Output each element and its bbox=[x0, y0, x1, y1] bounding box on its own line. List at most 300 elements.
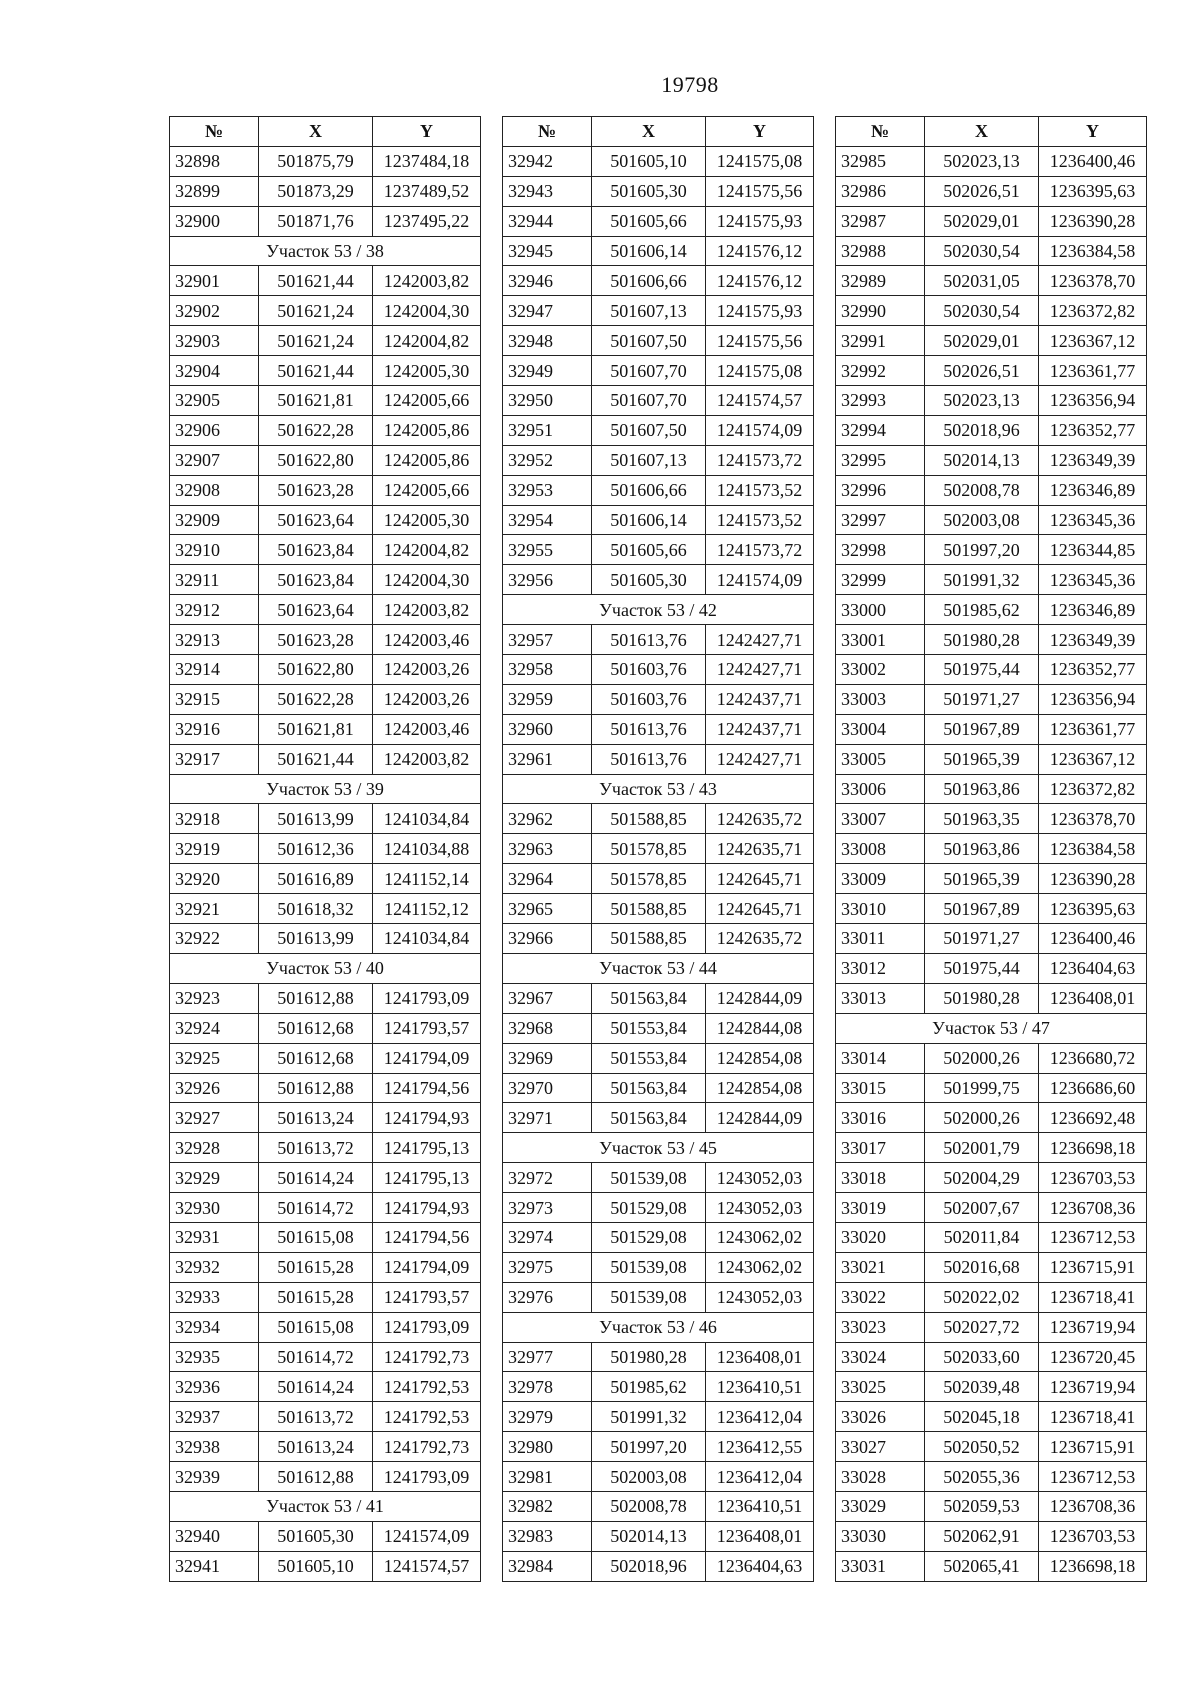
section-title: Участок 53 / 44 bbox=[503, 953, 814, 983]
x-coordinate-cell: 501875,79 bbox=[259, 146, 373, 176]
table-row bbox=[170, 1402, 481, 1432]
x-coordinate-cell: 502001,79 bbox=[925, 1133, 1039, 1163]
y-coordinate-cell: 1236361,77 bbox=[1039, 356, 1147, 386]
point-number-cell: 32910 bbox=[170, 535, 259, 565]
table-row bbox=[170, 655, 481, 685]
point-number-cell: 32899 bbox=[170, 176, 259, 206]
y-coordinate-cell: 1236410,51 bbox=[706, 1372, 814, 1402]
y-coordinate-cell: 1241034,88 bbox=[373, 834, 481, 864]
x-coordinate-cell: 502029,01 bbox=[925, 326, 1039, 356]
point-number-cell: 32906 bbox=[170, 415, 259, 445]
x-coordinate-cell: 502026,51 bbox=[925, 356, 1039, 386]
x-coordinate-cell: 501971,27 bbox=[925, 924, 1039, 954]
table-row bbox=[503, 1342, 814, 1372]
header-number: № bbox=[170, 117, 259, 147]
table-row bbox=[503, 146, 814, 176]
table-row bbox=[836, 1372, 1147, 1402]
x-coordinate-cell: 502023,13 bbox=[925, 146, 1039, 176]
y-coordinate-cell: 1241794,56 bbox=[373, 1073, 481, 1103]
point-number-cell: 32942 bbox=[503, 146, 592, 176]
x-coordinate-cell: 501615,28 bbox=[259, 1282, 373, 1312]
table-row bbox=[170, 864, 481, 894]
table-row bbox=[170, 1551, 481, 1581]
point-number-cell: 33025 bbox=[836, 1372, 925, 1402]
table-row bbox=[170, 894, 481, 924]
x-coordinate-cell: 501606,14 bbox=[592, 505, 706, 535]
table-row bbox=[170, 924, 481, 954]
section-title: Участок 53 / 45 bbox=[503, 1133, 814, 1163]
point-number-cell: 33014 bbox=[836, 1043, 925, 1073]
y-coordinate-cell: 1236692,48 bbox=[1039, 1103, 1147, 1133]
x-coordinate-cell: 502008,78 bbox=[592, 1491, 706, 1521]
y-coordinate-cell: 1236718,41 bbox=[1039, 1402, 1147, 1432]
x-coordinate-cell: 501965,39 bbox=[925, 864, 1039, 894]
point-number-cell: 33006 bbox=[836, 774, 925, 804]
x-coordinate-cell: 502031,05 bbox=[925, 266, 1039, 296]
point-number-cell: 32924 bbox=[170, 1013, 259, 1043]
table-row bbox=[503, 1013, 814, 1043]
x-coordinate-cell: 501623,64 bbox=[259, 505, 373, 535]
point-number-cell: 33000 bbox=[836, 595, 925, 625]
y-coordinate-cell: 1242003,46 bbox=[373, 714, 481, 744]
y-coordinate-cell: 1242635,72 bbox=[706, 804, 814, 834]
table-row bbox=[503, 386, 814, 416]
y-coordinate-cell: 1236352,77 bbox=[1039, 655, 1147, 685]
table-row bbox=[836, 774, 1147, 804]
table-row bbox=[170, 1462, 481, 1492]
table-row bbox=[170, 804, 481, 834]
point-number-cell: 32976 bbox=[503, 1282, 592, 1312]
y-coordinate-cell: 1236408,01 bbox=[706, 1521, 814, 1551]
point-number-cell: 32964 bbox=[503, 864, 592, 894]
table-row bbox=[170, 356, 481, 386]
section-row bbox=[836, 1013, 1147, 1043]
table-row bbox=[836, 1432, 1147, 1462]
x-coordinate-cell: 501621,44 bbox=[259, 744, 373, 774]
table-row bbox=[170, 1193, 481, 1223]
y-coordinate-cell: 1241793,09 bbox=[373, 983, 481, 1013]
y-coordinate-cell: 1242437,71 bbox=[706, 684, 814, 714]
y-coordinate-cell: 1241794,93 bbox=[373, 1103, 481, 1133]
point-number-cell: 32945 bbox=[503, 236, 592, 266]
point-number-cell: 32969 bbox=[503, 1043, 592, 1073]
y-coordinate-cell: 1242003,82 bbox=[373, 595, 481, 625]
point-number-cell: 32926 bbox=[170, 1073, 259, 1103]
table-row bbox=[170, 1342, 481, 1372]
point-number-cell: 32963 bbox=[503, 834, 592, 864]
y-coordinate-cell: 1236404,63 bbox=[706, 1551, 814, 1581]
x-coordinate-cell: 502003,08 bbox=[925, 505, 1039, 535]
table-row bbox=[503, 983, 814, 1013]
table-row bbox=[503, 356, 814, 386]
x-coordinate-cell: 501612,88 bbox=[259, 1462, 373, 1492]
point-number-cell: 32966 bbox=[503, 924, 592, 954]
table-row bbox=[170, 1282, 481, 1312]
section-row bbox=[503, 1312, 814, 1342]
x-coordinate-cell: 501999,75 bbox=[925, 1073, 1039, 1103]
table-row bbox=[503, 834, 814, 864]
y-coordinate-cell: 1241793,57 bbox=[373, 1013, 481, 1043]
page-number: 19798 bbox=[661, 72, 719, 97]
y-coordinate-cell: 1241575,56 bbox=[706, 176, 814, 206]
point-number-cell: 32918 bbox=[170, 804, 259, 834]
point-number-cell: 32965 bbox=[503, 894, 592, 924]
table-row bbox=[170, 744, 481, 774]
x-coordinate-cell: 501614,72 bbox=[259, 1193, 373, 1223]
point-number-cell: 32985 bbox=[836, 146, 925, 176]
y-coordinate-cell: 1236372,82 bbox=[1039, 296, 1147, 326]
table-row bbox=[836, 535, 1147, 565]
x-coordinate-cell: 502003,08 bbox=[592, 1462, 706, 1492]
point-number-cell: 33012 bbox=[836, 953, 925, 983]
y-coordinate-cell: 1236372,82 bbox=[1039, 774, 1147, 804]
x-coordinate-cell: 501623,84 bbox=[259, 565, 373, 595]
x-coordinate-cell: 501607,13 bbox=[592, 296, 706, 326]
table-row bbox=[836, 475, 1147, 505]
y-coordinate-cell: 1236349,39 bbox=[1039, 625, 1147, 655]
y-coordinate-cell: 1236390,28 bbox=[1039, 864, 1147, 894]
y-coordinate-cell: 1242844,09 bbox=[706, 983, 814, 1013]
point-number-cell: 32952 bbox=[503, 445, 592, 475]
x-coordinate-cell: 501963,35 bbox=[925, 804, 1039, 834]
x-coordinate-cell: 501980,28 bbox=[925, 983, 1039, 1013]
y-coordinate-cell: 1236384,58 bbox=[1039, 236, 1147, 266]
table-row bbox=[170, 1432, 481, 1462]
x-coordinate-cell: 501615,28 bbox=[259, 1252, 373, 1282]
x-coordinate-cell: 501563,84 bbox=[592, 983, 706, 1013]
table-row bbox=[170, 415, 481, 445]
y-coordinate-cell: 1241574,57 bbox=[373, 1551, 481, 1581]
table-row bbox=[503, 1043, 814, 1073]
table-row bbox=[170, 625, 481, 655]
y-coordinate-cell: 1242844,08 bbox=[706, 1013, 814, 1043]
table-row bbox=[503, 1521, 814, 1551]
point-number-cell: 32956 bbox=[503, 565, 592, 595]
point-number-cell: 33003 bbox=[836, 684, 925, 714]
point-number-cell: 32994 bbox=[836, 415, 925, 445]
y-coordinate-cell: 1236686,60 bbox=[1039, 1073, 1147, 1103]
x-coordinate-cell: 501613,72 bbox=[259, 1402, 373, 1432]
y-coordinate-cell: 1241575,08 bbox=[706, 146, 814, 176]
section-row bbox=[170, 1491, 481, 1521]
point-number-cell: 32947 bbox=[503, 296, 592, 326]
point-number-cell: 32951 bbox=[503, 415, 592, 445]
y-coordinate-cell: 1241574,57 bbox=[706, 386, 814, 416]
table-row bbox=[836, 1282, 1147, 1312]
y-coordinate-cell: 1236356,94 bbox=[1039, 386, 1147, 416]
table-row bbox=[836, 894, 1147, 924]
y-coordinate-cell: 1242005,86 bbox=[373, 415, 481, 445]
point-number-cell: 32938 bbox=[170, 1432, 259, 1462]
x-coordinate-cell: 501605,30 bbox=[592, 565, 706, 595]
y-coordinate-cell: 1241576,12 bbox=[706, 266, 814, 296]
header-x: X bbox=[259, 117, 373, 147]
point-number-cell: 32971 bbox=[503, 1103, 592, 1133]
point-number-cell: 32903 bbox=[170, 326, 259, 356]
y-coordinate-cell: 1241792,73 bbox=[373, 1342, 481, 1372]
x-coordinate-cell: 501613,24 bbox=[259, 1432, 373, 1462]
table-row bbox=[503, 1193, 814, 1223]
table-row bbox=[836, 1342, 1147, 1372]
y-coordinate-cell: 1236680,72 bbox=[1039, 1043, 1147, 1073]
y-coordinate-cell: 1236412,04 bbox=[706, 1462, 814, 1492]
point-number-cell: 32954 bbox=[503, 505, 592, 535]
point-number-cell: 32917 bbox=[170, 744, 259, 774]
table-row bbox=[503, 1491, 814, 1521]
y-coordinate-cell: 1242004,30 bbox=[373, 565, 481, 595]
table-row bbox=[170, 1222, 481, 1252]
x-coordinate-cell: 501623,84 bbox=[259, 535, 373, 565]
point-number-cell: 32979 bbox=[503, 1402, 592, 1432]
table-row bbox=[836, 1491, 1147, 1521]
x-coordinate-cell: 501613,76 bbox=[592, 744, 706, 774]
y-coordinate-cell: 1236352,77 bbox=[1039, 415, 1147, 445]
y-coordinate-cell: 1243052,03 bbox=[706, 1193, 814, 1223]
point-number-cell: 32998 bbox=[836, 535, 925, 565]
y-coordinate-cell: 1242004,30 bbox=[373, 296, 481, 326]
x-coordinate-cell: 502050,52 bbox=[925, 1432, 1039, 1462]
point-number-cell: 32996 bbox=[836, 475, 925, 505]
x-coordinate-cell: 502022,02 bbox=[925, 1282, 1039, 1312]
point-number-cell: 32972 bbox=[503, 1163, 592, 1193]
x-coordinate-cell: 501621,81 bbox=[259, 386, 373, 416]
point-number-cell: 32970 bbox=[503, 1073, 592, 1103]
point-number-cell: 33002 bbox=[836, 655, 925, 685]
table-row bbox=[503, 1103, 814, 1133]
y-coordinate-cell: 1236715,91 bbox=[1039, 1252, 1147, 1282]
table-row bbox=[503, 505, 814, 535]
y-coordinate-cell: 1236345,36 bbox=[1039, 565, 1147, 595]
point-number-cell: 33029 bbox=[836, 1491, 925, 1521]
x-coordinate-cell: 501980,28 bbox=[592, 1342, 706, 1372]
point-number-cell: 32987 bbox=[836, 206, 925, 236]
y-coordinate-cell: 1236404,63 bbox=[1039, 953, 1147, 983]
y-coordinate-cell: 1242437,71 bbox=[706, 714, 814, 744]
coordinates-table-3 bbox=[835, 116, 1147, 1582]
y-coordinate-cell: 1242645,71 bbox=[706, 894, 814, 924]
x-coordinate-cell: 501607,70 bbox=[592, 386, 706, 416]
table-row bbox=[836, 565, 1147, 595]
point-number-cell: 33030 bbox=[836, 1521, 925, 1551]
point-number-cell: 32968 bbox=[503, 1013, 592, 1043]
point-number-cell: 32901 bbox=[170, 266, 259, 296]
y-coordinate-cell: 1236708,36 bbox=[1039, 1193, 1147, 1223]
y-coordinate-cell: 1236361,77 bbox=[1039, 714, 1147, 744]
point-number-cell: 33016 bbox=[836, 1103, 925, 1133]
y-coordinate-cell: 1236718,41 bbox=[1039, 1282, 1147, 1312]
y-coordinate-cell: 1236708,36 bbox=[1039, 1491, 1147, 1521]
table-row bbox=[503, 924, 814, 954]
table-row bbox=[170, 1103, 481, 1133]
point-number-cell: 32988 bbox=[836, 236, 925, 266]
section-title: Участок 53 / 38 bbox=[170, 236, 481, 266]
x-coordinate-cell: 501985,62 bbox=[592, 1372, 706, 1402]
y-coordinate-cell: 1236703,53 bbox=[1039, 1521, 1147, 1551]
point-number-cell: 33017 bbox=[836, 1133, 925, 1163]
y-coordinate-cell: 1241573,72 bbox=[706, 535, 814, 565]
table-row bbox=[503, 565, 814, 595]
y-coordinate-cell: 1236412,55 bbox=[706, 1432, 814, 1462]
x-coordinate-cell: 501612,68 bbox=[259, 1013, 373, 1043]
x-coordinate-cell: 501612,36 bbox=[259, 834, 373, 864]
point-number-cell: 32936 bbox=[170, 1372, 259, 1402]
table-row bbox=[503, 535, 814, 565]
y-coordinate-cell: 1242003,46 bbox=[373, 625, 481, 655]
section-row bbox=[170, 953, 481, 983]
y-coordinate-cell: 1236719,94 bbox=[1039, 1372, 1147, 1402]
x-coordinate-cell: 501563,84 bbox=[592, 1103, 706, 1133]
point-number-cell: 32913 bbox=[170, 625, 259, 655]
point-number-cell: 32929 bbox=[170, 1163, 259, 1193]
point-number-cell: 32958 bbox=[503, 655, 592, 685]
table-row bbox=[170, 475, 481, 505]
x-coordinate-cell: 501997,20 bbox=[925, 535, 1039, 565]
table-row bbox=[170, 266, 481, 296]
point-number-cell: 32997 bbox=[836, 505, 925, 535]
table-row bbox=[503, 206, 814, 236]
point-number-cell: 32974 bbox=[503, 1222, 592, 1252]
y-coordinate-cell: 1241573,72 bbox=[706, 445, 814, 475]
y-coordinate-cell: 1241794,09 bbox=[373, 1043, 481, 1073]
point-number-cell: 32993 bbox=[836, 386, 925, 416]
point-number-cell: 32920 bbox=[170, 864, 259, 894]
point-number-cell: 33020 bbox=[836, 1222, 925, 1252]
table-row bbox=[503, 176, 814, 206]
point-number-cell: 32949 bbox=[503, 356, 592, 386]
point-number-cell: 33007 bbox=[836, 804, 925, 834]
table-row bbox=[836, 176, 1147, 206]
table-header-row bbox=[503, 117, 814, 147]
y-coordinate-cell: 1241793,09 bbox=[373, 1312, 481, 1342]
y-coordinate-cell: 1237495,22 bbox=[373, 206, 481, 236]
y-coordinate-cell: 1241793,57 bbox=[373, 1282, 481, 1312]
point-number-cell: 32911 bbox=[170, 565, 259, 595]
point-number-cell: 32916 bbox=[170, 714, 259, 744]
point-number-cell: 32934 bbox=[170, 1312, 259, 1342]
point-number-cell: 32984 bbox=[503, 1551, 592, 1581]
point-number-cell: 32900 bbox=[170, 206, 259, 236]
table-row bbox=[836, 1103, 1147, 1133]
y-coordinate-cell: 1243062,02 bbox=[706, 1222, 814, 1252]
point-number-cell: 32986 bbox=[836, 176, 925, 206]
y-coordinate-cell: 1236400,46 bbox=[1039, 924, 1147, 954]
x-coordinate-cell: 501613,99 bbox=[259, 804, 373, 834]
point-number-cell: 32989 bbox=[836, 266, 925, 296]
x-coordinate-cell: 502008,78 bbox=[925, 475, 1039, 505]
point-number-cell: 32978 bbox=[503, 1372, 592, 1402]
table-row bbox=[170, 565, 481, 595]
y-coordinate-cell: 1241575,08 bbox=[706, 356, 814, 386]
point-number-cell: 33008 bbox=[836, 834, 925, 864]
table-row bbox=[503, 804, 814, 834]
y-coordinate-cell: 1236720,45 bbox=[1039, 1342, 1147, 1372]
table-row bbox=[170, 326, 481, 356]
x-coordinate-cell: 501603,76 bbox=[592, 655, 706, 685]
y-coordinate-cell: 1241792,53 bbox=[373, 1402, 481, 1432]
x-coordinate-cell: 501553,84 bbox=[592, 1043, 706, 1073]
section-title: Участок 53 / 39 bbox=[170, 774, 481, 804]
point-number-cell: 32980 bbox=[503, 1432, 592, 1462]
x-coordinate-cell: 501612,88 bbox=[259, 1073, 373, 1103]
point-number-cell: 32990 bbox=[836, 296, 925, 326]
table-row bbox=[836, 266, 1147, 296]
table-row bbox=[836, 386, 1147, 416]
table-row bbox=[836, 445, 1147, 475]
x-coordinate-cell: 501603,76 bbox=[592, 684, 706, 714]
y-coordinate-cell: 1236384,58 bbox=[1039, 834, 1147, 864]
y-coordinate-cell: 1236346,89 bbox=[1039, 595, 1147, 625]
table-row bbox=[503, 1462, 814, 1492]
y-coordinate-cell: 1236715,91 bbox=[1039, 1432, 1147, 1462]
x-coordinate-cell: 501588,85 bbox=[592, 804, 706, 834]
y-coordinate-cell: 1242645,71 bbox=[706, 864, 814, 894]
x-coordinate-cell: 501618,32 bbox=[259, 894, 373, 924]
point-number-cell: 32946 bbox=[503, 266, 592, 296]
table-row bbox=[836, 1402, 1147, 1432]
table-row bbox=[836, 684, 1147, 714]
y-coordinate-cell: 1236367,12 bbox=[1039, 744, 1147, 774]
point-number-cell: 33018 bbox=[836, 1163, 925, 1193]
table-row bbox=[170, 1163, 481, 1193]
x-coordinate-cell: 502016,68 bbox=[925, 1252, 1039, 1282]
table-row bbox=[170, 1073, 481, 1103]
x-coordinate-cell: 502029,01 bbox=[925, 206, 1039, 236]
table-row bbox=[170, 1133, 481, 1163]
y-coordinate-cell: 1242004,82 bbox=[373, 535, 481, 565]
table-row bbox=[503, 1073, 814, 1103]
x-coordinate-cell: 501607,70 bbox=[592, 356, 706, 386]
table-row bbox=[836, 983, 1147, 1013]
x-coordinate-cell: 501606,66 bbox=[592, 266, 706, 296]
x-coordinate-cell: 501529,08 bbox=[592, 1193, 706, 1223]
y-coordinate-cell: 1242635,71 bbox=[706, 834, 814, 864]
y-coordinate-cell: 1241794,09 bbox=[373, 1252, 481, 1282]
y-coordinate-cell: 1236346,89 bbox=[1039, 475, 1147, 505]
x-coordinate-cell: 501623,28 bbox=[259, 475, 373, 505]
x-coordinate-cell: 502033,60 bbox=[925, 1342, 1039, 1372]
point-number-cell: 33009 bbox=[836, 864, 925, 894]
point-number-cell: 32941 bbox=[170, 1551, 259, 1581]
x-coordinate-cell: 501605,66 bbox=[592, 535, 706, 565]
y-coordinate-cell: 1242004,82 bbox=[373, 326, 481, 356]
table-row bbox=[503, 445, 814, 475]
x-coordinate-cell: 501622,80 bbox=[259, 655, 373, 685]
y-coordinate-cell: 1236367,12 bbox=[1039, 326, 1147, 356]
y-coordinate-cell: 1242005,86 bbox=[373, 445, 481, 475]
y-coordinate-cell: 1242427,71 bbox=[706, 744, 814, 774]
x-coordinate-cell: 501991,32 bbox=[925, 565, 1039, 595]
y-coordinate-cell: 1242854,08 bbox=[706, 1073, 814, 1103]
x-coordinate-cell: 501985,62 bbox=[925, 595, 1039, 625]
point-number-cell: 32937 bbox=[170, 1402, 259, 1432]
point-number-cell: 32912 bbox=[170, 595, 259, 625]
section-title: Участок 53 / 40 bbox=[170, 953, 481, 983]
x-coordinate-cell: 501975,44 bbox=[925, 655, 1039, 685]
point-number-cell: 32944 bbox=[503, 206, 592, 236]
table-row bbox=[503, 625, 814, 655]
x-coordinate-cell: 501588,85 bbox=[592, 924, 706, 954]
table-row bbox=[836, 953, 1147, 983]
x-coordinate-cell: 502000,26 bbox=[925, 1043, 1039, 1073]
y-coordinate-cell: 1241795,13 bbox=[373, 1133, 481, 1163]
y-coordinate-cell: 1236378,70 bbox=[1039, 804, 1147, 834]
point-number-cell: 32982 bbox=[503, 1491, 592, 1521]
coordinates-table-1 bbox=[169, 116, 481, 1582]
point-number-cell: 32930 bbox=[170, 1193, 259, 1223]
x-coordinate-cell: 501529,08 bbox=[592, 1222, 706, 1252]
x-coordinate-cell: 501980,28 bbox=[925, 625, 1039, 655]
x-coordinate-cell: 502026,51 bbox=[925, 176, 1039, 206]
